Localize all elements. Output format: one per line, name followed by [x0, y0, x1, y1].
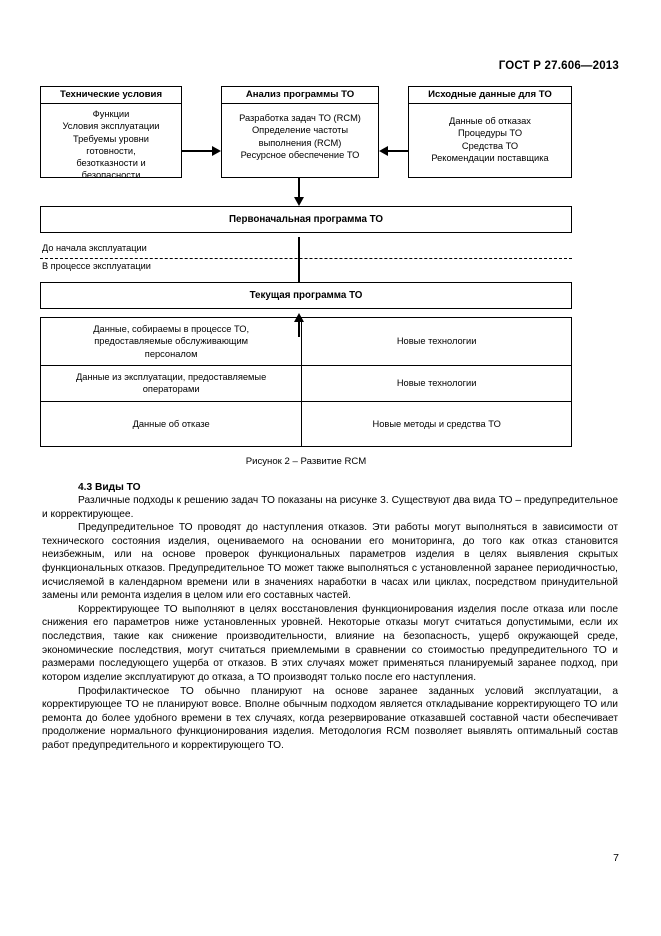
feedback-matrix-body: [41, 318, 572, 447]
diagram-box-technical-conditions: [40, 86, 182, 181]
phase-label-before-operation: До начала эксплуатации: [42, 243, 147, 253]
diagram-box-source-data: [408, 86, 572, 178]
bar-current-program: Текущая программа ТО: [40, 282, 572, 309]
matrix-cell-left: Данные, собираемы в процессе ТО, предоставляемые обслуживающим персоналом: [41, 318, 302, 366]
arrow-shaft: [182, 150, 213, 152]
figure-rcm-development: [40, 86, 572, 467]
diagram-box-1-title: Технические условия: [41, 87, 181, 104]
paragraph-3: Корректирующее ТО выполняют в целях восстановления функционирования изделия после отказа или после снижения его параметров ниже установленных уровней. Некоторые отказы могут считаться допустимыми, если их последствия, такие как снижение производительности, влияние на безопасность, ущерб окружающей среде, экономические последствия, могут считаться приемлемыми в сравнении со стоимостью предупредительного ТО и размерами последующего ущерба от отказов. В этих случаях может применяться планируемый заранее подход, при котором изделие эксплуатируют до отказа, а ТО производят только после его наступления.: [42, 603, 618, 683]
diagram-box-3-title: Исходные данные для ТО: [409, 87, 571, 104]
matrix-cell-left: Данные из эксплуатации, предоставляемые операторами: [41, 366, 302, 402]
arrow-shaft: [298, 178, 300, 198]
section-content: [42, 482, 618, 753]
arrow-box3-to-box2: [379, 146, 408, 156]
arrow-head-left-icon: [379, 146, 388, 156]
diagram-box-2-body: Разработка задач ТО (RCM) Определение частоты выполнения (RCM) Ресурсное обеспечение ТО: [239, 113, 361, 160]
diagram-box-2-title: Анализ программы ТО: [222, 87, 378, 104]
phase-divider: [40, 258, 572, 259]
matrix-cell-right: Новые методы и средства ТО: [302, 401, 572, 446]
feedback-matrix-table: [40, 317, 572, 447]
diagram-box-3-body: Данные об отказах Процедуры ТО Средства ТО Рекомендации поставщика: [431, 116, 549, 163]
matrix-cell-right: Новые технологии: [302, 366, 572, 402]
figure-caption: Рисунок 2 – Развитие RCM: [245, 456, 367, 467]
diagram-box-maintenance-program-analysis: [221, 86, 379, 178]
page-number: 7: [613, 852, 619, 864]
phase-label-during-operation: В процессе эксплуатации: [42, 261, 151, 271]
diagram-box-1-body: Функции Условия эксплуатации Требуемы уровни готовности, безотказности и безопасности: [62, 109, 160, 181]
arrow-analysis-to-initial-program: [294, 178, 305, 206]
table-row: [41, 366, 572, 402]
arrow-head-down-icon: [294, 197, 304, 206]
matrix-cell-left: Данные об отказе: [41, 401, 302, 446]
section-heading: 4.3 Виды ТО: [78, 482, 141, 493]
arrow-shaft: [387, 150, 408, 152]
paragraph-4: Профилактическое ТО обычно планируют на основе заранее заданных условий эксплуатации, а корректирующее ТО не планируют вовсе. Вполне обычным подходом является откладывание корректирующего ТО или ремонта до более удобного времени в тех случаях, когда резервирование отказавшей составной части обеспечивает продолжение нормального функционирования изделия. Методология RCM позволяет выявлять оптимальный состав работ предупредительного и корректирующего ТО.: [42, 685, 618, 751]
arrow-box1-to-box2: [182, 146, 221, 156]
diagram-top-row: [40, 86, 572, 181]
arrow-head-right-icon: [212, 146, 221, 156]
paragraph-1: Различные подходы к решению задач ТО показаны на рисунке 3. Существуют два вида ТО – предупредительное и корректирующее.: [42, 495, 618, 520]
table-row: [41, 318, 572, 366]
standard-header: ГОСТ Р 27.606—2013: [498, 60, 619, 72]
table-row: [41, 401, 572, 446]
bar-initial-program: Первоначальная программа ТО: [40, 206, 572, 233]
matrix-cell-right: Новые технологии: [302, 318, 572, 366]
paragraph-2: Предупредительное ТО проводят до наступления отказов. Эти работы могут выполняться в зависимости от технического состояния изделия, оцениваемого на основании его мониторинга, до того как отказ становится неизбежным, или на основе проверок функциональных параметров изделия в целях выявления скрытых функциональных отказов. Предупредительное ТО может также выполняться с установленной заранее периодичностью, исчисляемой в календарном времени или в значениях наработки в часах или циклах, посредством принудительной замены или ремонта изделия в целом или его составных частей.: [42, 522, 618, 602]
